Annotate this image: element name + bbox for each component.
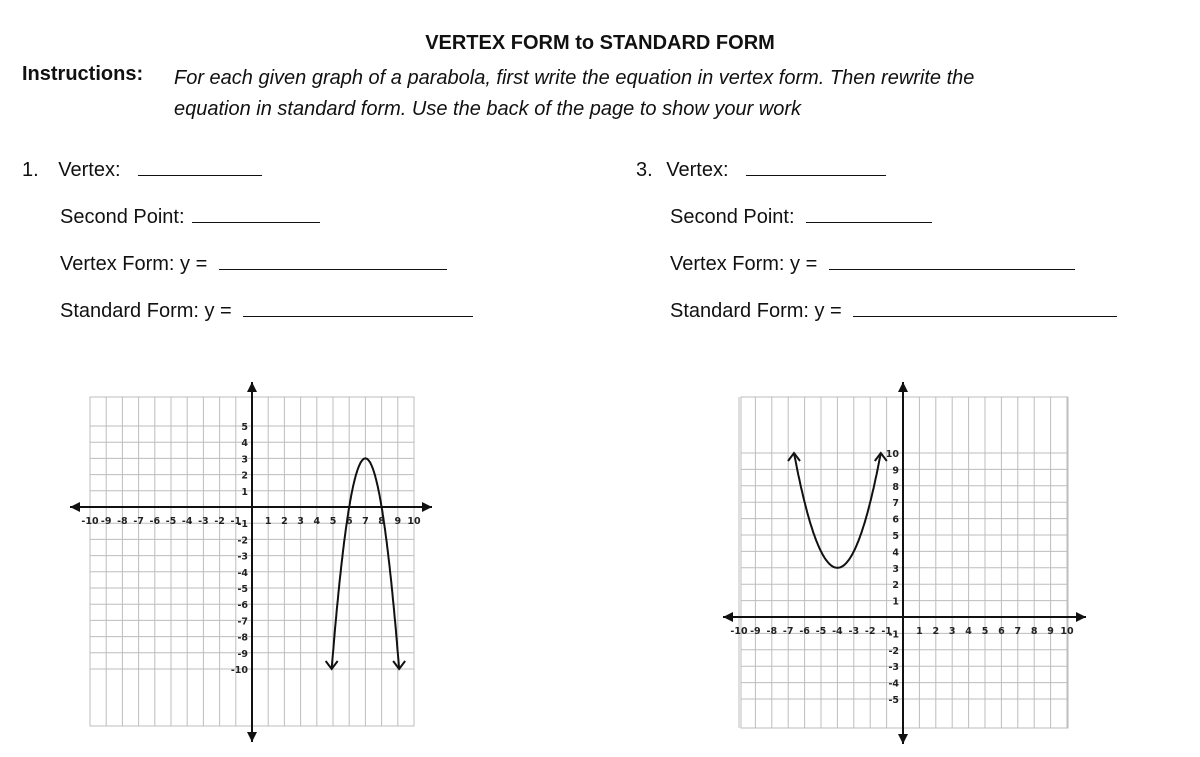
y-tick-label: 3 [892,563,899,575]
y-tick-label: -2 [237,535,248,547]
x-tick-label: -4 [181,516,193,527]
y-tick-label: -1 [237,519,248,531]
y-tick-label: 10 [885,449,899,460]
y-tick-label: -7 [237,616,248,628]
x-tick-label: 2 [281,516,288,527]
y-tick-label: 1 [241,486,248,498]
x-tick-label: 9 [1047,626,1054,637]
instructions-line-2: equation in standard form. Use the back of the page to show your work [174,98,802,120]
y-tick-label: 2 [892,580,899,592]
x-tick-label: 5 [329,516,337,527]
x-tick-label: -6 [799,626,810,637]
x-tick-label: 3 [948,626,956,637]
problem-3-vertex-label: Vertex: [666,159,729,181]
y-tick-label: 5 [892,531,899,542]
y-tick-label: -3 [237,551,248,563]
problem-1-vertex-label: Vertex: [58,159,121,181]
y-tick-label: 2 [241,470,248,482]
y-tick-label: -10 [230,665,248,676]
problem-1-second-point-label: Second Point: [60,206,185,228]
y-tick-label: 6 [892,514,899,526]
x-tick-label: 10 [1060,626,1074,637]
x-tick-label: -3 [198,516,209,527]
x-tick-label: -10 [81,516,99,527]
y-tick-label: 3 [241,454,248,466]
x-tick-label: -8 [117,516,128,527]
x-tick-label: -2 [214,516,225,527]
y-tick-label: 8 [892,481,899,493]
x-tick-label: -8 [766,626,778,637]
x-tick-label: -10 [730,626,748,637]
y-tick-label: -5 [888,695,899,706]
x-tick-label: 4 [313,516,321,527]
x-tick-label: 6 [345,516,353,527]
x-tick-label: -1 [881,626,892,637]
problem-1-standard-form-label: Standard Form: y = [60,300,232,322]
x-tick-label: 4 [965,626,972,637]
problem-1-number: 1. [22,159,39,181]
y-tick-label: -1 [888,629,899,641]
x-tick-label: -9 [100,516,112,527]
x-tick-label: 6 [998,626,1005,637]
problem-3-number: 3. [636,159,653,181]
y-tick-label: 4 [892,547,899,559]
y-tick-label: -4 [237,567,248,579]
x-tick-label: -9 [750,626,761,637]
x-tick-label: -5 [165,516,177,527]
problem-3-second-point-label: Second Point: [670,206,795,228]
y-tick-label: 4 [241,438,248,450]
grid-border [741,397,1068,728]
x-tick-label: 1 [264,516,272,527]
x-axis-right-arrow [1076,612,1086,622]
x-tick-label: 1 [916,626,923,637]
x-axis-left-arrow [723,612,733,622]
y-tick-label: -2 [888,645,899,657]
problem-3-vertex-form-label: Vertex Form: y = [670,253,818,275]
y-tick-label: -5 [237,584,248,595]
x-tick-label: 7 [1014,626,1022,637]
x-tick-label: -7 [133,516,144,527]
y-tick-label: 9 [892,465,899,477]
y-tick-label: 5 [241,422,248,433]
x-tick-label: -7 [782,626,794,637]
x-tick-label: 5 [981,626,989,637]
x-tick-label: 8 [1030,626,1038,637]
y-tick-label: -3 [888,662,899,674]
x-tick-label: 2 [932,626,940,637]
x-tick-label: 10 [407,516,421,527]
x-tick-label: -3 [848,626,860,637]
page-title: VERTEX FORM to STANDARD FORM [425,32,775,54]
x-tick-label: -4 [832,626,843,637]
y-axis-top-arrow [898,382,908,392]
instructions-label: Instructions: [22,63,144,85]
x-tick-label: 7 [362,516,369,527]
instructions-line-1: For each given graph of a parabola, first write the equation in vertex form. Then rewrite the [174,67,975,89]
y-tick-label: -9 [237,648,248,660]
y-tick-label: -8 [237,632,248,644]
x-tick-label: 3 [297,516,304,527]
x-tick-label: 8 [378,516,385,527]
y-axis-bottom-arrow [898,734,908,744]
x-tick-label: -2 [864,626,876,637]
y-tick-label: 7 [892,498,899,510]
y-tick-label: -4 [888,678,899,690]
x-tick-label: -5 [815,626,827,637]
x-tick-label: 9 [394,516,402,527]
x-tick-label: -6 [149,516,161,527]
problem-3-standard-form-label: Standard Form: y = [670,300,842,322]
problem-1-vertex-form-label: Vertex Form: y = [60,253,208,275]
y-tick-label: -6 [237,600,248,612]
x-tick-label: -1 [230,516,242,527]
y-tick-label: 1 [892,596,899,608]
